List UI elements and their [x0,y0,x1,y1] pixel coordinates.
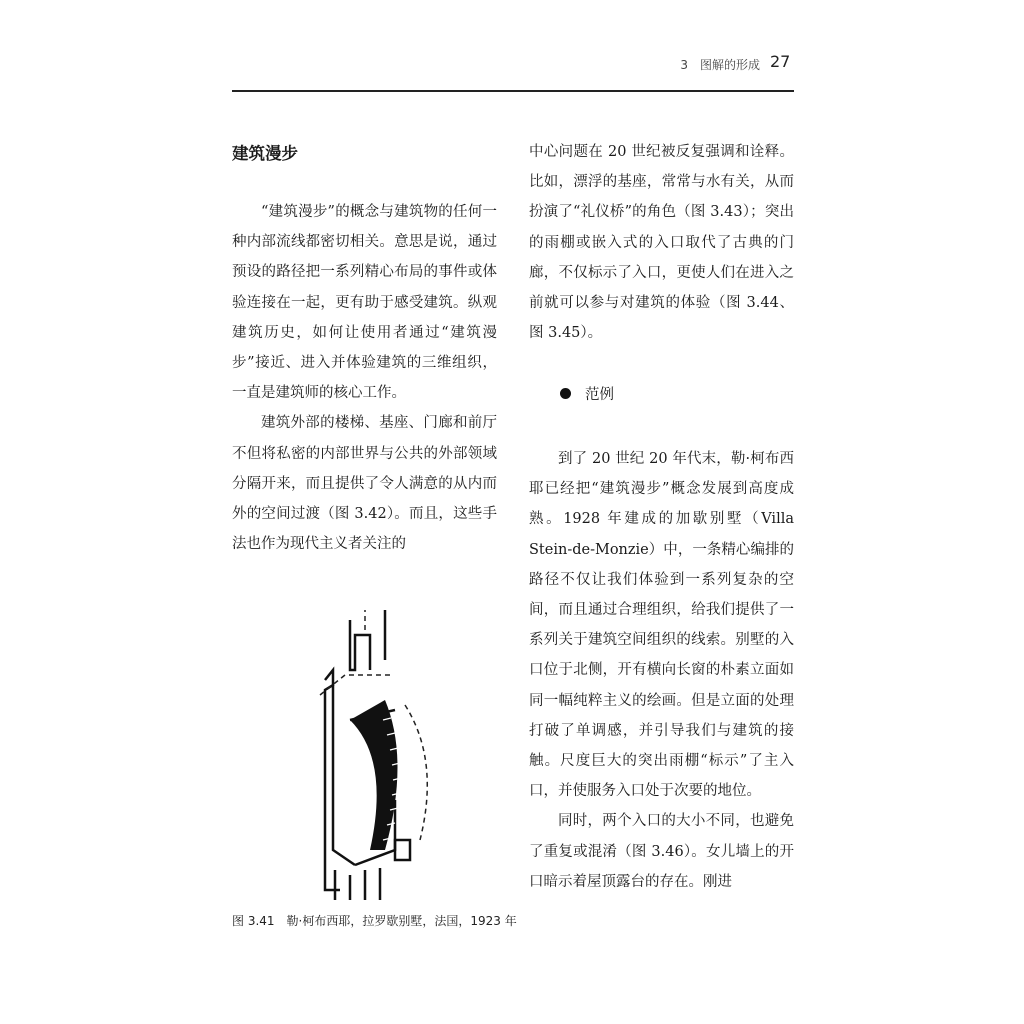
running-header-chapter: 3 图解的形成 [680,58,760,72]
header-rule [232,90,794,92]
bullet-icon [560,388,571,399]
right-column-top-text [529,137,794,348]
left-paragraph-2: 建筑外部的楼梯、基座、门廊和前厅不但将私密的内部世界与公共的外部领域分隔开来，而且提供了令人满意的从内而外的空间过渡（图 3.42）。而且，这些手法也作为现代主义者关注的 [232,415,497,553]
left-paragraph-1: “建筑漫步”的概念与建筑物的任何一种内部流线都密切相关。意思是说，通过预设的路径把一系列精心布局的事件或体验连接在一起，更有助于感受建筑。纵观建筑历史，如何让使用者通过“建筑漫步”接近、进入并体验建筑的三维组织，一直是建筑师的核心工作。 [232,204,497,402]
right-paragraph-1: 到了 20 世纪 20 年代末，勒·柯布西耶已经把“建筑漫步”概念发展到高度成熟。1928 年建成的加歇别墅（Villa Stein-de-Monzie）中，一条精心编排的路径不仅让我们体验到一系列复杂的空间，而且通过合理组织，给我们提供了一系列关于建筑空间组织的线索。别墅的入口位于北侧，开有横向长窗的朴素立面如同一幅纯粹主义的绘画。但是立面的处理打破了单调感，并引导我们与建筑的接触。尺度巨大的突出雨棚“标示”了主入口，并使服务入口处于次要的地位。 [529,451,794,800]
section-title: 建筑漫步 [232,144,298,163]
figure-villa-la-roche-sketch [295,600,445,900]
right-paragraph-2: 同时，两个入口的大小不同，也避免了重复或混淆（图 3.46）。女儿墙上的开口暗示着屋顶露台的存在。刚进 [529,813,794,890]
page-number: 27 [770,52,791,71]
right-column-bottom-text [529,444,794,897]
subheading-text: 范例 [585,387,614,403]
figure-caption: 图 3.41 勒·柯布西耶，拉罗歇别墅，法国，1923 年 [232,914,517,928]
right-continuation-paragraph: 中心问题在 20 世纪被反复强调和诠释。比如，漂浮的基座，常常与水有关，从而扮演了“礼仪桥”的角色（图 3.43）；突出的雨棚或嵌入式的入口取代了古典的门廊，不仅标示了入口，更使人们在进入之前就可以参与对建筑的体验（图 3.44、图 3.45）。 [529,144,794,342]
subheading-examples [560,383,614,404]
left-column-text [232,197,497,559]
